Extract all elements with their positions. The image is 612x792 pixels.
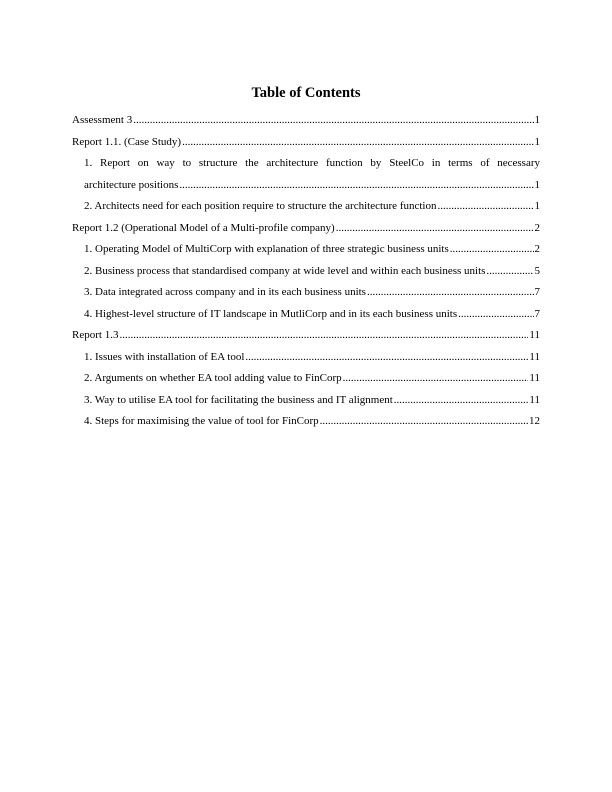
toc-entry-label: 2. Architects need for each position require to structure the architecture function <box>84 200 437 212</box>
toc-entry-label: 4. Steps for maximising the value of tool for FinCorp <box>84 415 319 427</box>
toc-entry-line2 <box>84 175 540 197</box>
toc-entry-label: Report 1.2 (Operational Model of a Multi-profile company) <box>72 221 335 234</box>
toc-entry-report-1-2[interactable] <box>72 218 540 240</box>
dot-leader <box>320 411 528 433</box>
toc-entry-page: 1 <box>534 135 540 148</box>
toc-entry-page: 2 <box>534 243 540 255</box>
toc-entry-label: 4. Highest-level structure of IT landscape in MutliCorp and in its each business units <box>84 307 458 320</box>
toc-entry-assessment-3[interactable] <box>72 110 540 132</box>
dot-leader <box>458 304 533 326</box>
toc-entry-page: 5 <box>534 264 540 277</box>
toc-entry-report-1-1[interactable] <box>72 132 540 154</box>
dot-leader <box>450 239 534 261</box>
toc-entry-label: 1. Issues with installation of EA tool <box>84 350 245 363</box>
toc-entry-page: 1 <box>534 178 540 191</box>
dot-leader <box>133 110 533 132</box>
toc-entry-issues-ea-tool[interactable] <box>72 347 540 369</box>
toc-entry-report-structure-architecture[interactable] <box>72 153 540 196</box>
toc-entry-label: 1. Operating Model of MultiCorp with explanation of three strategic business units <box>84 243 449 255</box>
dot-leader <box>486 261 533 283</box>
toc-entry-report-1-3[interactable] <box>72 325 540 347</box>
dot-leader <box>394 390 529 412</box>
toc-entry-label-line1: 1. Report on way to structure the architecture function by SteelCo in terms of necessary <box>84 157 540 169</box>
toc-entry-maximising-value[interactable] <box>72 411 540 433</box>
dot-leader <box>179 175 533 197</box>
dot-leader <box>437 196 533 218</box>
dot-leader <box>367 282 534 304</box>
dot-leader <box>343 368 529 390</box>
toc-entry-page: 12 <box>529 415 540 427</box>
toc-entry-label-line2: architecture positions <box>84 178 179 191</box>
toc-entry-it-landscape[interactable] <box>72 304 540 326</box>
dot-leader <box>119 325 528 347</box>
toc-entry-label: Report 1.3 <box>72 329 119 341</box>
toc-entry-data-integrated[interactable] <box>72 282 540 304</box>
toc-entry-page: 2 <box>534 221 540 234</box>
toc-entry-label: 2. Business process that standardised company at wide level and within each business units <box>84 264 486 277</box>
toc-entry-label: 2. Arguments on whether EA tool adding value to FinCorp <box>84 372 342 384</box>
toc-entry-page: 7 <box>534 286 540 298</box>
toc-entry-page: 1 <box>534 200 540 212</box>
toc-entry-label: Report 1.1. (Case Study) <box>72 135 182 148</box>
table-of-contents <box>72 110 540 433</box>
dot-leader <box>336 218 534 240</box>
toc-entry-page: 11 <box>529 393 540 406</box>
toc-entry-page: 7 <box>534 307 540 320</box>
toc-title: Table of Contents <box>251 85 361 101</box>
toc-entry-label: Assessment 3 <box>72 114 133 126</box>
toc-entry-page: 11 <box>529 372 540 384</box>
toc-entry-label: 3. Data integrated across company and in its each business units <box>84 286 366 298</box>
toc-entry-page: 11 <box>529 329 540 341</box>
toc-entry-page: 1 <box>534 114 540 126</box>
toc-entry-operating-model[interactable] <box>72 239 540 261</box>
toc-entry-architects-need[interactable] <box>72 196 540 218</box>
toc-entry-label: 3. Way to utilise EA tool for facilitating the business and IT alignment <box>84 393 393 406</box>
toc-entry-utilise-ea-tool[interactable] <box>72 390 540 412</box>
toc-entry-business-process[interactable] <box>72 261 540 283</box>
toc-entry-page: 11 <box>529 350 540 363</box>
dot-leader <box>245 347 528 369</box>
dot-leader <box>182 132 533 154</box>
toc-entry-arguments-ea-tool[interactable] <box>72 368 540 390</box>
